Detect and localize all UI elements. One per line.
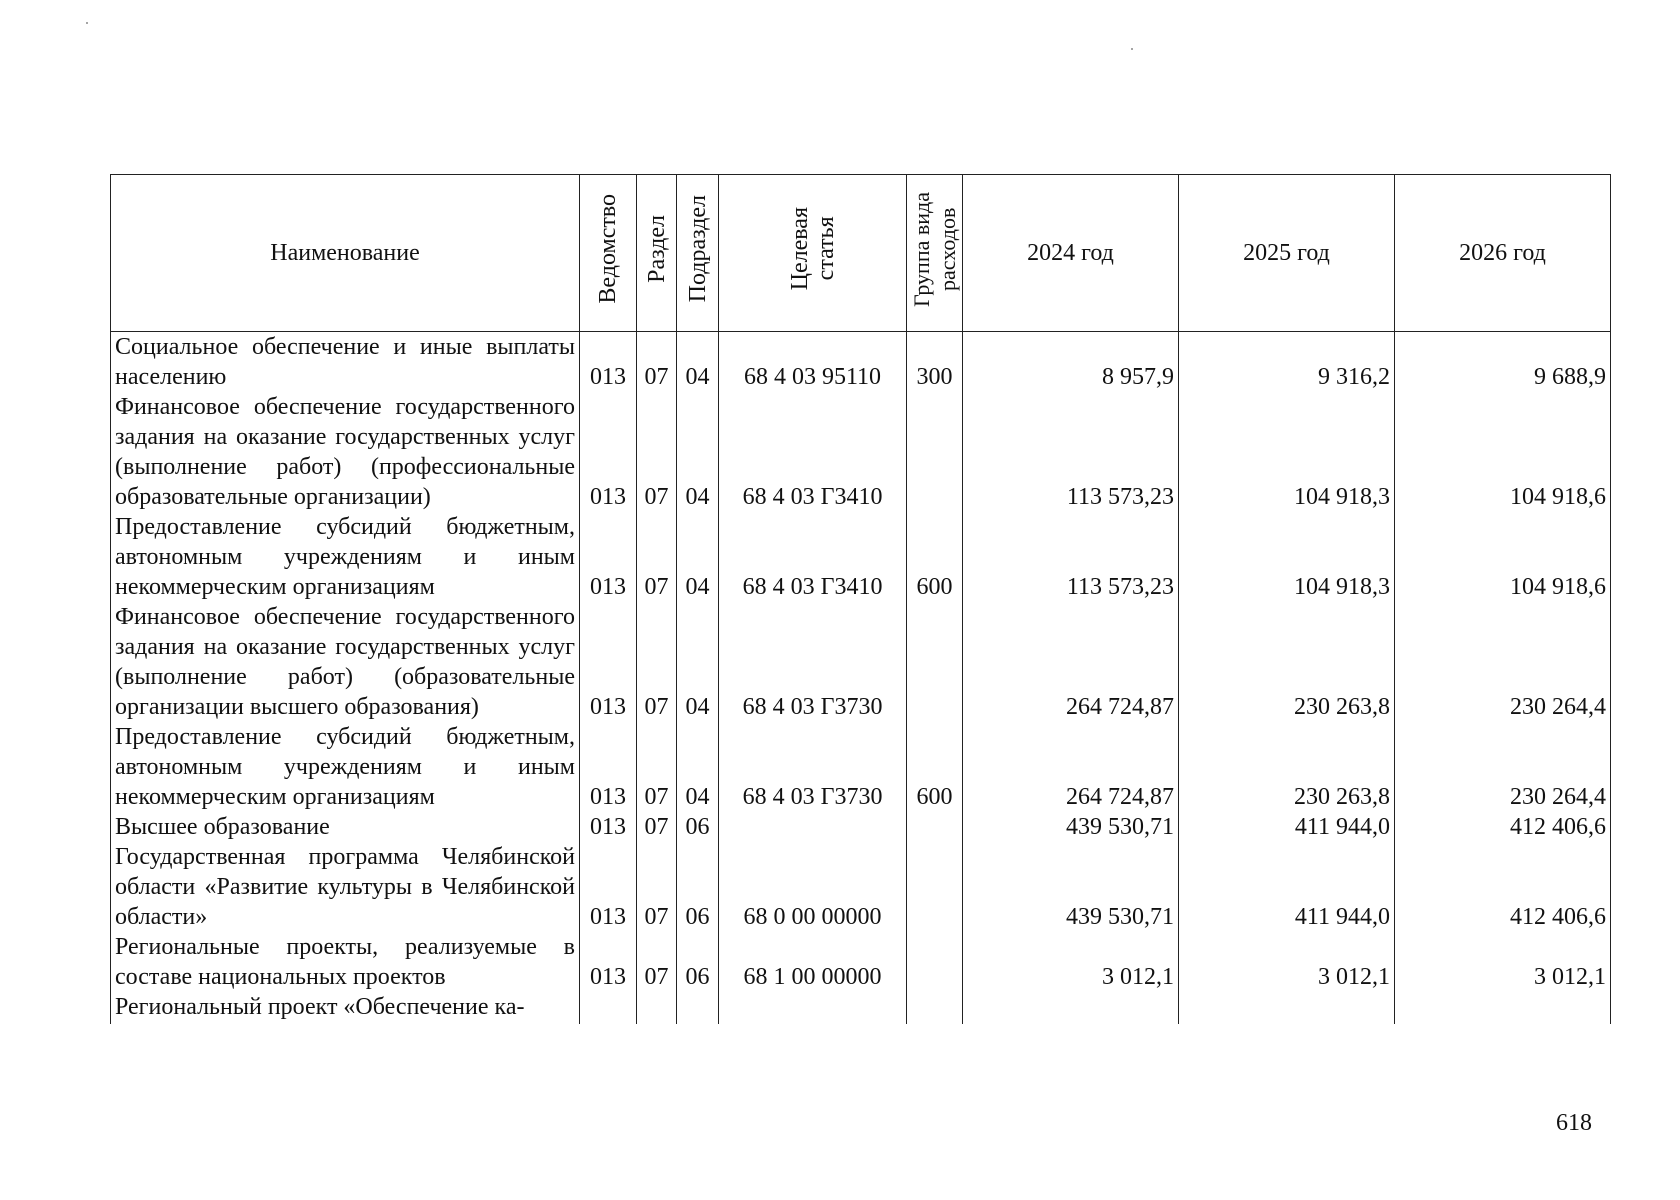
- table-row: [111, 512, 1611, 602]
- row-celevaya-statya: 68 4 03 Г3730: [719, 722, 907, 812]
- table-row: [111, 812, 1611, 842]
- row-2026: 104 918,6: [1395, 512, 1611, 602]
- row-2024: 264 724,87: [963, 722, 1179, 812]
- row-2024: 113 573,23: [963, 392, 1179, 512]
- row-2026: 104 918,6: [1395, 392, 1611, 512]
- header-razdel: Раздел: [637, 175, 677, 332]
- row-gruppa: [907, 392, 963, 512]
- row-2025: 411 944,0: [1179, 812, 1395, 842]
- row-vedomstvo: 013: [580, 932, 637, 992]
- table-row: [111, 332, 1611, 393]
- row-2025: 104 918,3: [1179, 512, 1395, 602]
- row-vedomstvo: 013: [580, 512, 637, 602]
- row-2026: 3 012,1: [1395, 932, 1611, 992]
- row-2026: 412 406,6: [1395, 842, 1611, 932]
- row-name: Предоставление субсидий бюджетным, автономным учреждениям и иным некоммерческим организациям: [111, 722, 580, 812]
- row-2024: 8 957,9: [963, 332, 1179, 393]
- row-razdel: 07: [637, 332, 677, 393]
- row-2024: 3 012,1: [963, 932, 1179, 992]
- page-number: 618: [1556, 1110, 1592, 1136]
- row-podrazdel: 04: [677, 512, 719, 602]
- row-gruppa: [907, 992, 963, 1024]
- header-gruppa-vida-rashodov: Группа вида расходов: [907, 175, 963, 332]
- row-gruppa: [907, 932, 963, 992]
- row-gruppa: [907, 602, 963, 722]
- header-podrazdel: Подраздел: [677, 175, 719, 332]
- row-celevaya-statya: 68 4 03 Г3410: [719, 512, 907, 602]
- table-row: [111, 722, 1611, 812]
- row-razdel: 07: [637, 602, 677, 722]
- header-celevaya-statya: Целевая статья: [719, 175, 907, 332]
- row-name: Финансовое обеспечение государственного задания на оказание государственных услуг (выполнение работ) (профессиональные образовательные организации): [111, 392, 580, 512]
- row-podrazdel: 06: [677, 842, 719, 932]
- row-2025: 104 918,3: [1179, 392, 1395, 512]
- header-2025: 2025 год: [1179, 175, 1395, 332]
- header-name: Наименование: [111, 175, 580, 332]
- row-podrazdel: 04: [677, 602, 719, 722]
- row-celevaya-statya: 68 4 03 95110: [719, 332, 907, 393]
- row-gruppa: 300: [907, 332, 963, 393]
- row-podrazdel: 06: [677, 932, 719, 992]
- row-razdel: 07: [637, 392, 677, 512]
- row-vedomstvo: 013: [580, 602, 637, 722]
- row-vedomstvo: 013: [580, 842, 637, 932]
- row-celevaya-statya: 68 1 00 00000: [719, 932, 907, 992]
- table-row: [111, 992, 1611, 1024]
- row-razdel: 07: [637, 842, 677, 932]
- row-2026: 230 264,4: [1395, 722, 1611, 812]
- scan-speck: [1131, 48, 1133, 50]
- table-row: [111, 842, 1611, 932]
- row-2024: 264 724,87: [963, 602, 1179, 722]
- row-gruppa: 600: [907, 722, 963, 812]
- row-2024: 113 573,23: [963, 512, 1179, 602]
- row-name: Региональный проект «Обеспечение ка-: [111, 992, 580, 1024]
- row-podrazdel: [677, 992, 719, 1024]
- row-razdel: 07: [637, 722, 677, 812]
- row-vedomstvo: [580, 992, 637, 1024]
- row-2025: 9 316,2: [1179, 332, 1395, 393]
- row-2025: 3 012,1: [1179, 932, 1395, 992]
- row-2024: 439 530,71: [963, 842, 1179, 932]
- row-podrazdel: 04: [677, 722, 719, 812]
- row-2024: [963, 992, 1179, 1024]
- row-razdel: 07: [637, 812, 677, 842]
- row-vedomstvo: 013: [580, 812, 637, 842]
- row-celevaya-statya: 68 4 03 Г3730: [719, 602, 907, 722]
- row-celevaya-statya: 68 0 00 00000: [719, 842, 907, 932]
- row-podrazdel: 04: [677, 332, 719, 393]
- row-2026: 230 264,4: [1395, 602, 1611, 722]
- row-name: Государственная программа Челябинской области «Развитие культуры в Челябинской области»: [111, 842, 580, 932]
- row-2025: 411 944,0: [1179, 842, 1395, 932]
- row-name: Финансовое обеспечение государственного задания на оказание государственных услуг (выполнение работ) (образовательные организации высшего образования): [111, 602, 580, 722]
- row-razdel: 07: [637, 932, 677, 992]
- row-2025: 230 263,8: [1179, 602, 1395, 722]
- row-vedomstvo: 013: [580, 392, 637, 512]
- row-gruppa: [907, 842, 963, 932]
- table-header-row: [111, 175, 1611, 332]
- row-name: Предоставление субсидий бюджетным, автономным учреждениям и иным некоммерческим организациям: [111, 512, 580, 602]
- row-name: Социальное обеспечение и иные выплаты населению: [111, 332, 580, 393]
- table-row: [111, 392, 1611, 512]
- row-celevaya-statya: 68 4 03 Г3410: [719, 392, 907, 512]
- row-gruppa: 600: [907, 512, 963, 602]
- row-2026: 412 406,6: [1395, 812, 1611, 842]
- row-2026: [1395, 992, 1611, 1024]
- header-vedomstvo: Ведомство: [580, 175, 637, 332]
- row-vedomstvo: 013: [580, 332, 637, 393]
- row-2024: 439 530,71: [963, 812, 1179, 842]
- row-celevaya-statya: [719, 992, 907, 1024]
- row-podrazdel: 06: [677, 812, 719, 842]
- row-name: Региональные проекты, реализуемые в составе национальных проектов: [111, 932, 580, 992]
- row-2026: 9 688,9: [1395, 332, 1611, 393]
- table-row: [111, 932, 1611, 992]
- row-razdel: 07: [637, 512, 677, 602]
- row-podrazdel: 04: [677, 392, 719, 512]
- table-row: [111, 602, 1611, 722]
- row-celevaya-statya: [719, 812, 907, 842]
- scan-speck: [86, 22, 88, 24]
- budget-table: [110, 174, 1611, 1024]
- row-razdel: [637, 992, 677, 1024]
- row-gruppa: [907, 812, 963, 842]
- header-2026: 2026 год: [1395, 175, 1611, 332]
- row-2025: 230 263,8: [1179, 722, 1395, 812]
- row-2025: [1179, 992, 1395, 1024]
- header-2024: 2024 год: [963, 175, 1179, 332]
- row-name: Высшее образование: [111, 812, 580, 842]
- row-vedomstvo: 013: [580, 722, 637, 812]
